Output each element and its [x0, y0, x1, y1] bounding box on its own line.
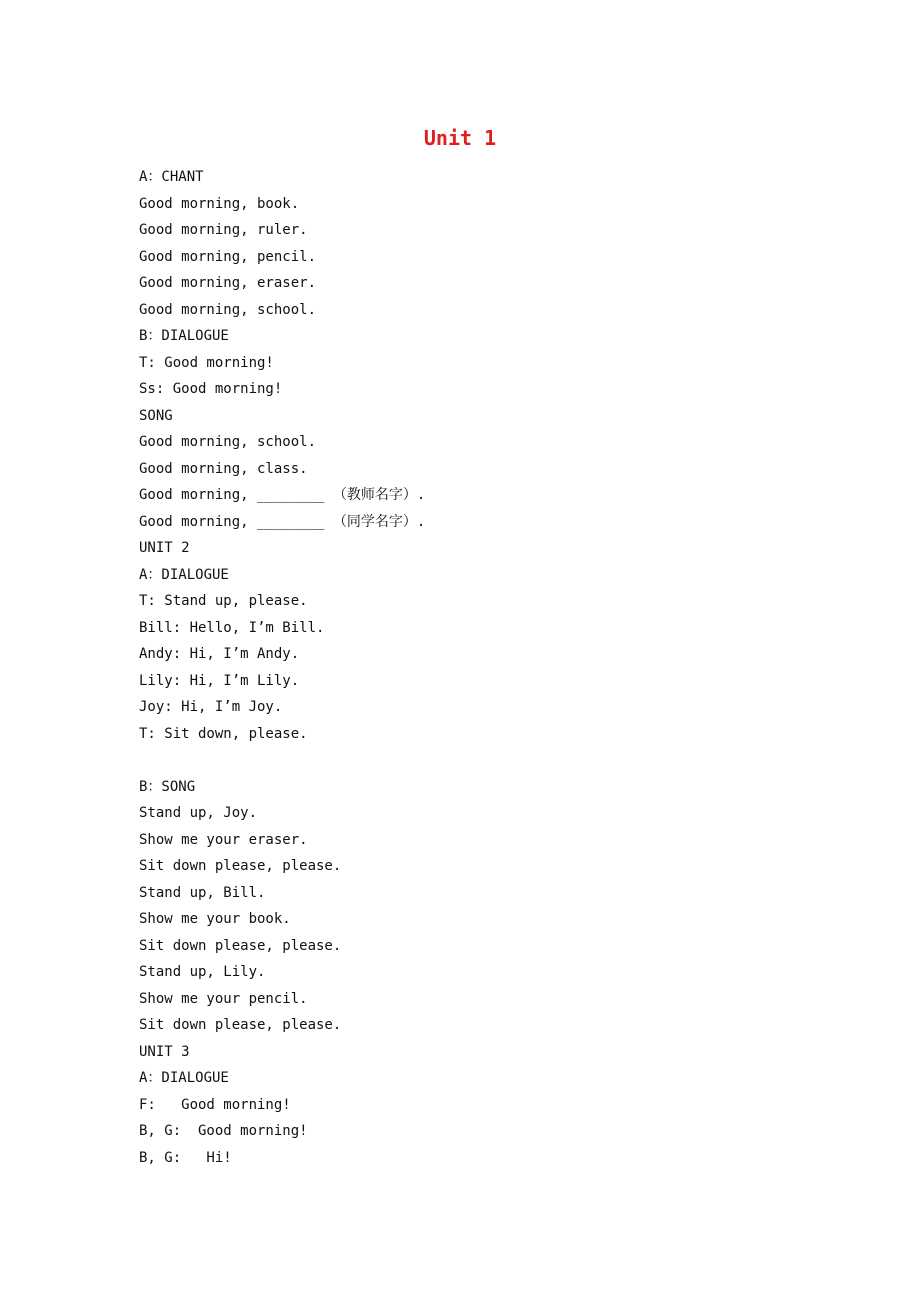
text-line: B：DIALOGUE: [139, 328, 229, 344]
text-line: Good morning, ________ （同学名字）.: [139, 513, 426, 530]
text-line: Good morning, school.: [139, 434, 317, 450]
text-line: SONG: [139, 407, 173, 424]
text-line: Show me your eraser.: [139, 831, 308, 848]
text-line: Stand up, Joy.: [139, 805, 258, 821]
text-line: UNIT 3: [139, 1043, 190, 1060]
text-line: Good morning, book.: [139, 195, 300, 212]
text-line: Show me your book.: [139, 911, 291, 927]
text-line: Good morning, eraser.: [139, 275, 317, 291]
text-line: [139, 747, 859, 774]
text-line: Show me your pencil.: [139, 990, 308, 1007]
text-line: Good morning, class.: [139, 460, 308, 477]
text-line: Sit down please, please.: [139, 937, 342, 954]
text-line: Good morning, ________ （教师名字）.: [139, 487, 426, 503]
text-line: Ss: Good morning!: [139, 381, 283, 397]
text-line: Sit down please, please.: [139, 1017, 342, 1033]
text-line: Good morning, school.: [139, 301, 317, 318]
text-line: UNIT 2: [139, 540, 190, 556]
document-body: [139, 164, 859, 1171]
text-line: Bill: Hello, I’m Bill.: [139, 619, 325, 636]
text-line: Sit down please, please.: [139, 858, 342, 874]
text-line: T: Sit down, please.: [139, 725, 308, 742]
text-line: A：DIALOGUE: [139, 1070, 229, 1086]
text-line: A：CHANT: [139, 169, 204, 185]
text-line: B：SONG: [139, 778, 196, 795]
text-line: Lily: Hi, I’m Lily.: [139, 672, 300, 689]
text-line: F: Good morning!: [139, 1096, 291, 1113]
text-line: Stand up, Lily.: [139, 964, 266, 980]
text-line: Stand up, Bill.: [139, 884, 266, 901]
document-title: Unit 1: [423, 126, 497, 150]
text-line: A：DIALOGUE: [139, 566, 229, 583]
text-line: Good morning, pencil.: [139, 248, 317, 265]
text-line: B, G: Hi!: [139, 1149, 232, 1166]
text-line: B, G: Good morning!: [139, 1123, 308, 1139]
text-line: Andy: Hi, I’m Andy.: [139, 646, 300, 662]
text-line: T: Stand up, please.: [139, 593, 308, 609]
text-line: Joy: Hi, I’m Joy.: [139, 699, 283, 715]
text-line: Good morning, ruler.: [139, 222, 308, 238]
text-line: T: Good morning!: [139, 354, 274, 371]
